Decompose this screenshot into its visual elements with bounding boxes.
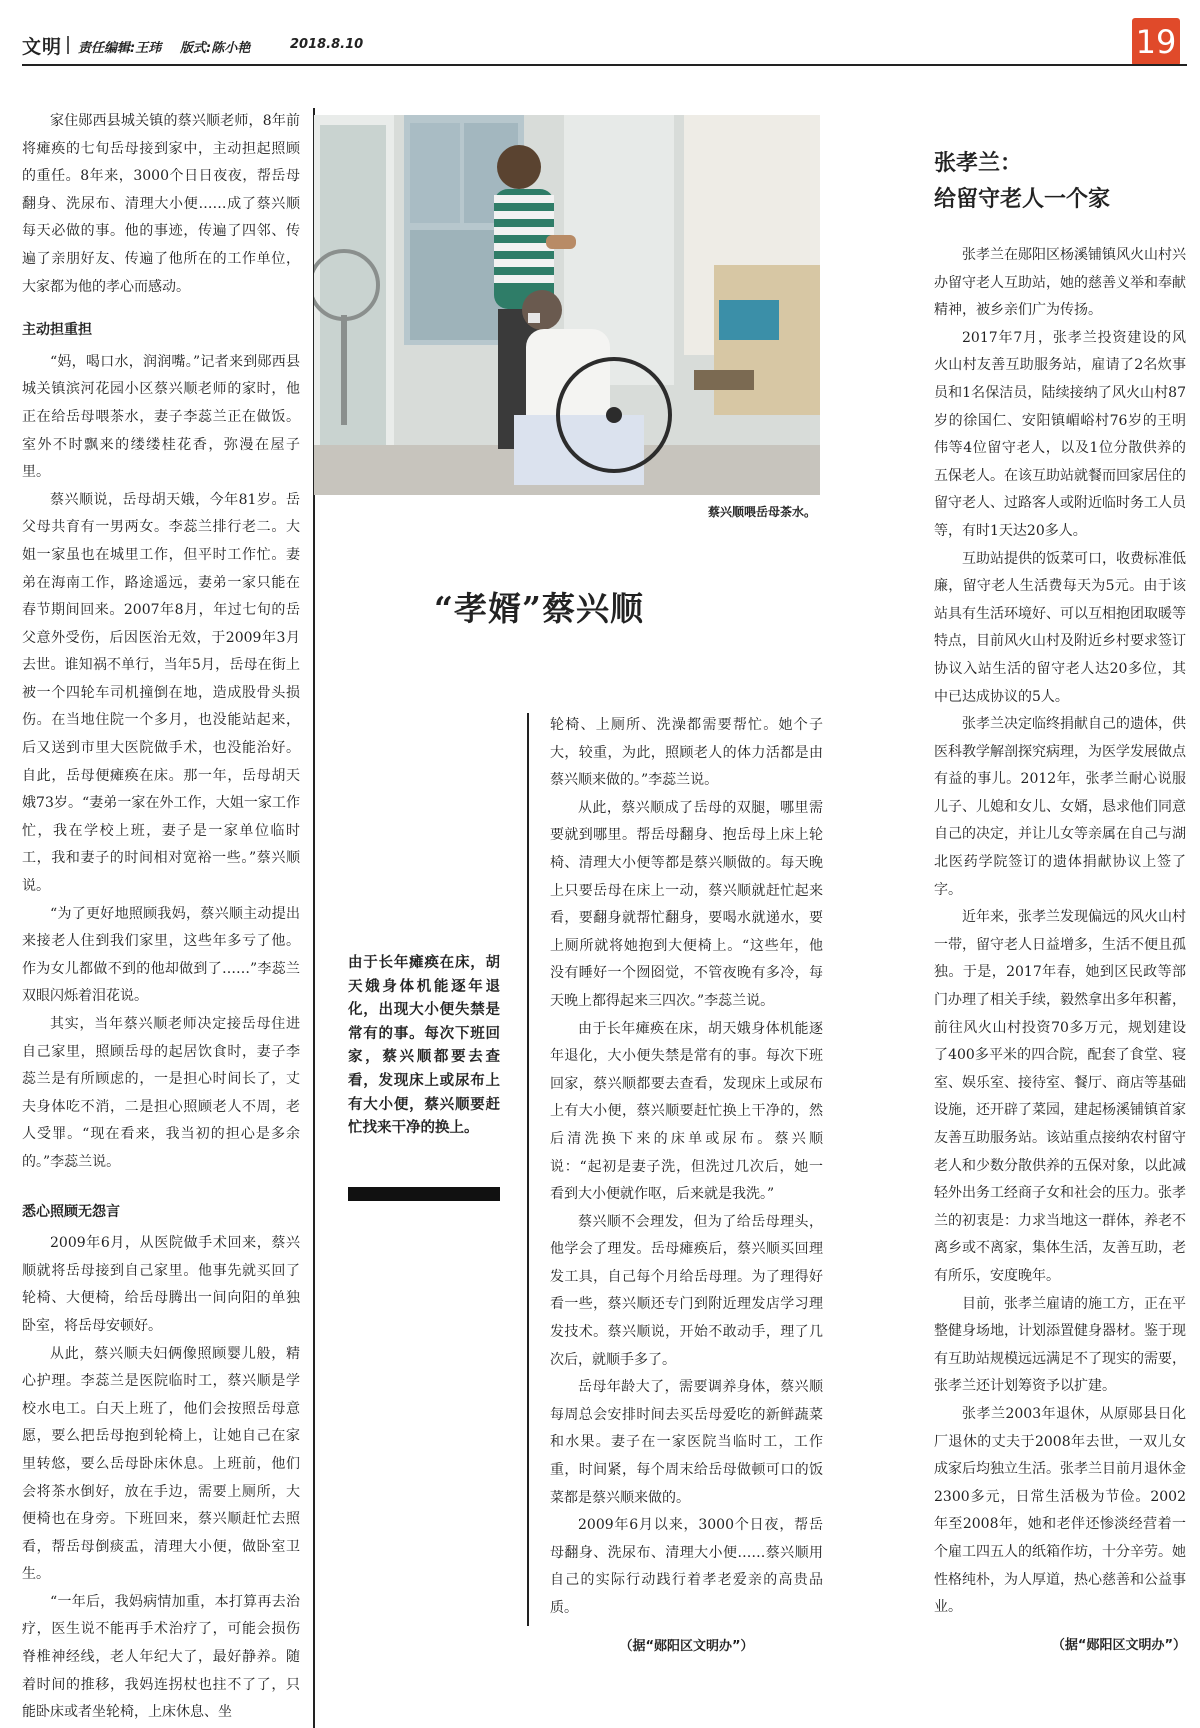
article-column-3 <box>550 712 823 1660</box>
paragraph: 从此，蔡兴顺夫妇俩像照顾婴儿般，精心护理。李蕊兰是医院临时工，蔡兴顺是学校水电工。白天上班了，他们会按照岳母意愿，要么把岳母抱到轮椅上，让她自己在家里转悠，要么岳母卧床休息。上班前，他们会将茶水倒好，放在手边，需要上厕所，大便椅也在身旁。下班回来，蔡兴顺赶忙去照看，帮岳母倒痰盂，清理大小便，做卧室卫生。 <box>22 1345 300 1583</box>
article-title: “孝婿”蔡兴顺 <box>434 589 644 628</box>
article-photo <box>314 115 820 495</box>
paragraph: 目前，张孝兰雇请的施工方，正在平整健身场地，计划添置健身器材。鉴于现有互助站规模远远满足不了现实的需要，张孝兰还计划筹资予以扩建。 <box>934 1295 1186 1395</box>
column-divider <box>527 713 529 1626</box>
sidebar-source: （据“郧阳区文明办”） <box>1051 1637 1186 1653</box>
paragraph: 轮椅、上厕所、洗澡都需要帮忙。她个子大，较重，为此，照顾老人的体力活都是由蔡兴顺来做的。”李蕊兰说。 <box>550 717 823 789</box>
paragraph: 张孝兰2003年退休，从原郧县日化厂退休的丈夫于2008年去世，一双儿女成家后均独立生活。张孝兰目前月退休金2300多元，日常生活极为节俭。2002年至2008年，她和老伴还惨淡经营着一个雇工四五人的纸箱作坊，十分辛劳。她性格纯朴，为人厚道，热心慈善和公益事业。 <box>934 1405 1186 1616</box>
header-divider <box>67 36 69 54</box>
article-source: （据“郧阳区文明办”） <box>619 1638 754 1654</box>
paragraph: 由于长年瘫痪在床，胡天娥身体机能逐年退化，大小便失禁是常有的事。每次下班回家，蔡兴顺都要去查看，发现床上或尿布上有大小便，蔡兴顺要赶忙换上干净的，然后清洗换下来的床单或尿布。蔡兴顺说：“起初是妻子洗，但洗过几次后，她一看到大小便就作呕，后来就是我洗。” <box>550 1020 823 1203</box>
paragraph: 近年来，张孝兰发现偏远的风火山村一带，留守老人日益增多，生活不便且孤独。于是，2017年春，她到区民政等部门办理了相关手续，毅然拿出多年积蓄，前往风火山村投资70多万元，规划建设了400多平米的四合院，配套了食堂、寝室、娱乐室、接待室、餐厅、商店等基础设施，还开辟了菜园，建起杨溪铺镇首家友善互助服务站。该站重点接纳农村留守老人和少数分散供养的五保对象，以此减轻外出务工经商子女和社会的压力。张孝兰的初衷是：力求当地这一群体，养老不离乡或不离家，集体生活，友善互助，老有所乐，安度晚年。 <box>934 909 1186 1284</box>
paragraph: 岳母年龄大了，需要调养身体，蔡兴顺每周总会安排时间去买岳母爱吃的新鲜蔬菜和水果。妻子在一家医院当临时工，工作重，时间紧，每个周末给岳母做顿可口的饭菜都是蔡兴顺来做的。 <box>550 1379 823 1506</box>
pull-quote: 由于长年瘫痪在床，胡天娥身体机能逐年退化，出现大小便失禁是常有的事。每次下班回家，蔡兴顺都要去查看，发现床上或尿布上有大小便，蔡兴顺要赶忙找来干净的换上。 <box>348 955 500 1137</box>
sidebar-title-line-2: 给留守老人一个家 <box>934 186 1111 212</box>
page-number-badge: 19 <box>1132 18 1180 66</box>
paragraph: 从此，蔡兴顺成了岳母的双腿，哪里需要就到哪里。帮岳母翻身、抱岳母上床上轮椅、清理大小便等都是蔡兴顺做的。每天晚上只要岳母在床上一动，蔡兴顺就赶忙起来看，要翻身就帮忙翻身，要喝水就递水，要上厕所就将她抱到大便椅上。“这些年，他没有睡好一个囫囵觉，不管夜晚有多冷，每天晚上都得起来三四次。”李蕊兰说。 <box>550 799 823 1009</box>
header-rule <box>22 64 1187 66</box>
sidebar-title-line-1: 张孝兰： <box>934 150 1023 176</box>
page-header <box>22 23 1187 64</box>
subheading-2: 悉心照顾无怨言 <box>22 1203 120 1220</box>
paragraph: 其实，当年蔡兴顺老师决定接岳母住进自己家里，照顾岳母的起居饮食时，妻子李蕊兰是有所顾虑的，一是担心时间长了，丈夫身体吃不消，二是担心照顾老人不周，老人受罪。“现在看来，我当初的担心是多余的。”李蕊兰说。 <box>22 1016 300 1170</box>
sidebar-title <box>934 145 1110 217</box>
pull-quote-bar <box>348 1187 500 1201</box>
issue-date: 2018.8.10 <box>290 37 364 52</box>
paragraph: 2017年7月，张孝兰投资建设的风火山村友善互助服务站，雇请了2名炊事员和1名保洁员，陆续接纳了风火山村87岁的徐国仁、安阳镇嵋峪村76岁的王明伟等4位留守老人，以及1位分散供养的五保老人。在该互助站就餐而回家居住的留守老人、过路客人或附近临时务工人员等，有时1天达20多人。 <box>934 329 1186 539</box>
sidebar-column <box>934 242 1186 1659</box>
layout-credit: 版式:陈小艳 <box>180 41 251 56</box>
section-name: 文明 <box>22 36 63 58</box>
subheading-1: 主动担重担 <box>22 322 92 339</box>
paragraph: “一年后，我妈病情加重，本打算再去治疗，医生说不能再手术治疗了，可能会损伤脊椎神经线，老人年纪大了，最好静养。随着时间的推移，我妈连拐杖也拄不了了，只能卧床或者坐轮椅，上床休息、坐 <box>22 1593 300 1721</box>
editor-credit: 责任编辑:王玮 <box>78 41 162 56</box>
paragraph: 2009年6月以来，3000个日夜，帮岳母翻身、洗尿布、清理大小便……蔡兴顺用自己的实际行动践行着孝老爱亲的高贵品质。 <box>550 1517 823 1616</box>
paragraph: 蔡兴顺不会理发，但为了给岳母理头，他学会了理发。岳母瘫痪后，蔡兴顺买回理发工具，自己每个月给岳母理。为了理得好看一些，蔡兴顺还专门到附近理发店学习理发技术。蔡兴顺说，开始不敢动手，理了几次后，就顺手多了。 <box>550 1213 823 1368</box>
article-intro: 家住郧西县城关镇的蔡兴顺老师，8年前将瘫痪的七旬岳母接到家中，主动担起照顾的重任。8年来，3000个日日夜夜，帮岳母翻身、洗尿布、清理大小便……成了蔡兴顺每天必做的事。他的事迹，传遍了四邻、传遍了亲朋好友、传遍了他所在的工作单位，大家都为他的孝心而感动。 <box>22 113 300 295</box>
article-column-1 <box>22 108 300 1727</box>
paragraph: “为了更好地照顾我妈，蔡兴顺主动提出来接老人住到我们家里，这些年多亏了他。作为女儿都做不到的他却做到了……”李蕊兰双眼闪烁着泪花说。 <box>22 905 300 1005</box>
paragraph: 张孝兰在郧阳区杨溪铺镇风火山村兴办留守老人互助站，她的慈善义举和奉献精神，被乡亲们广为传扬。 <box>934 247 1186 319</box>
paragraph: 2009年6月，从医院做手术回来，蔡兴顺就将岳母接到自己家里。他事先就买回了轮椅、大便椅，给岳母腾出一间向阳的单独卧室，将岳母安顿好。 <box>22 1235 300 1334</box>
paragraph: 蔡兴顺说，岳母胡天娥，今年81岁。岳父母共育有一男两女。李蕊兰排行老二。大姐一家虽也在城里工作，但平时工作忙。妻弟在海南工作，路途遥远，妻弟一家只能在春节期间回来。2007年8月，年过七旬的岳父意外受伤，后因医治无效，于2009年3月去世。谁知祸不单行，当年5月，岳母在街上被一个四轮车司机撞倒在地，造成股骨头损伤。在当地住院一个多月，也没能站起来，后又送到市里大医院做手术，也没能治好。自此，岳母便瘫痪在床。那一年，岳母胡天娥73岁。“妻弟一家在外工作，大姐一家工作忙，我在学校上班，妻子是一家单位临时工，我和妻子的时间相对宽裕一些。”蔡兴顺说。 <box>22 491 300 895</box>
paragraph: “妈，喝口水，润润嘴。”记者来到郧西县城关镇滨河花园小区蔡兴顺老师的家时，他正在给岳母喂茶水，妻子李蕊兰正在做饭。室外不时飘来的缕缕桂花香，弥漫在屋子里。 <box>22 353 300 481</box>
paragraph: 互助站提供的饭菜可口，收费标准低廉，留守老人生活费每天为5元。由于该站具有生活环境好、可以互相抱团取暖等特点，目前风火山村及附近乡村要求签订协议入站生活的留守老人达20多位，其中已达成协议的5人。 <box>934 550 1186 705</box>
photo-caption: 蔡兴顺喂岳母茶水。 <box>707 505 816 519</box>
photo-illustration <box>314 115 820 495</box>
paragraph: 张孝兰决定临终捐献自己的遗体，供医科教学解剖探究病理，为医学发展做点有益的事儿。2012年，张孝兰耐心说服儿子、儿媳和女儿、女婿，恳求他们同意自己的决定，并让儿女等亲属在自己与湖北医药学院签订的遗体捐献协议上签了字。 <box>934 716 1186 898</box>
